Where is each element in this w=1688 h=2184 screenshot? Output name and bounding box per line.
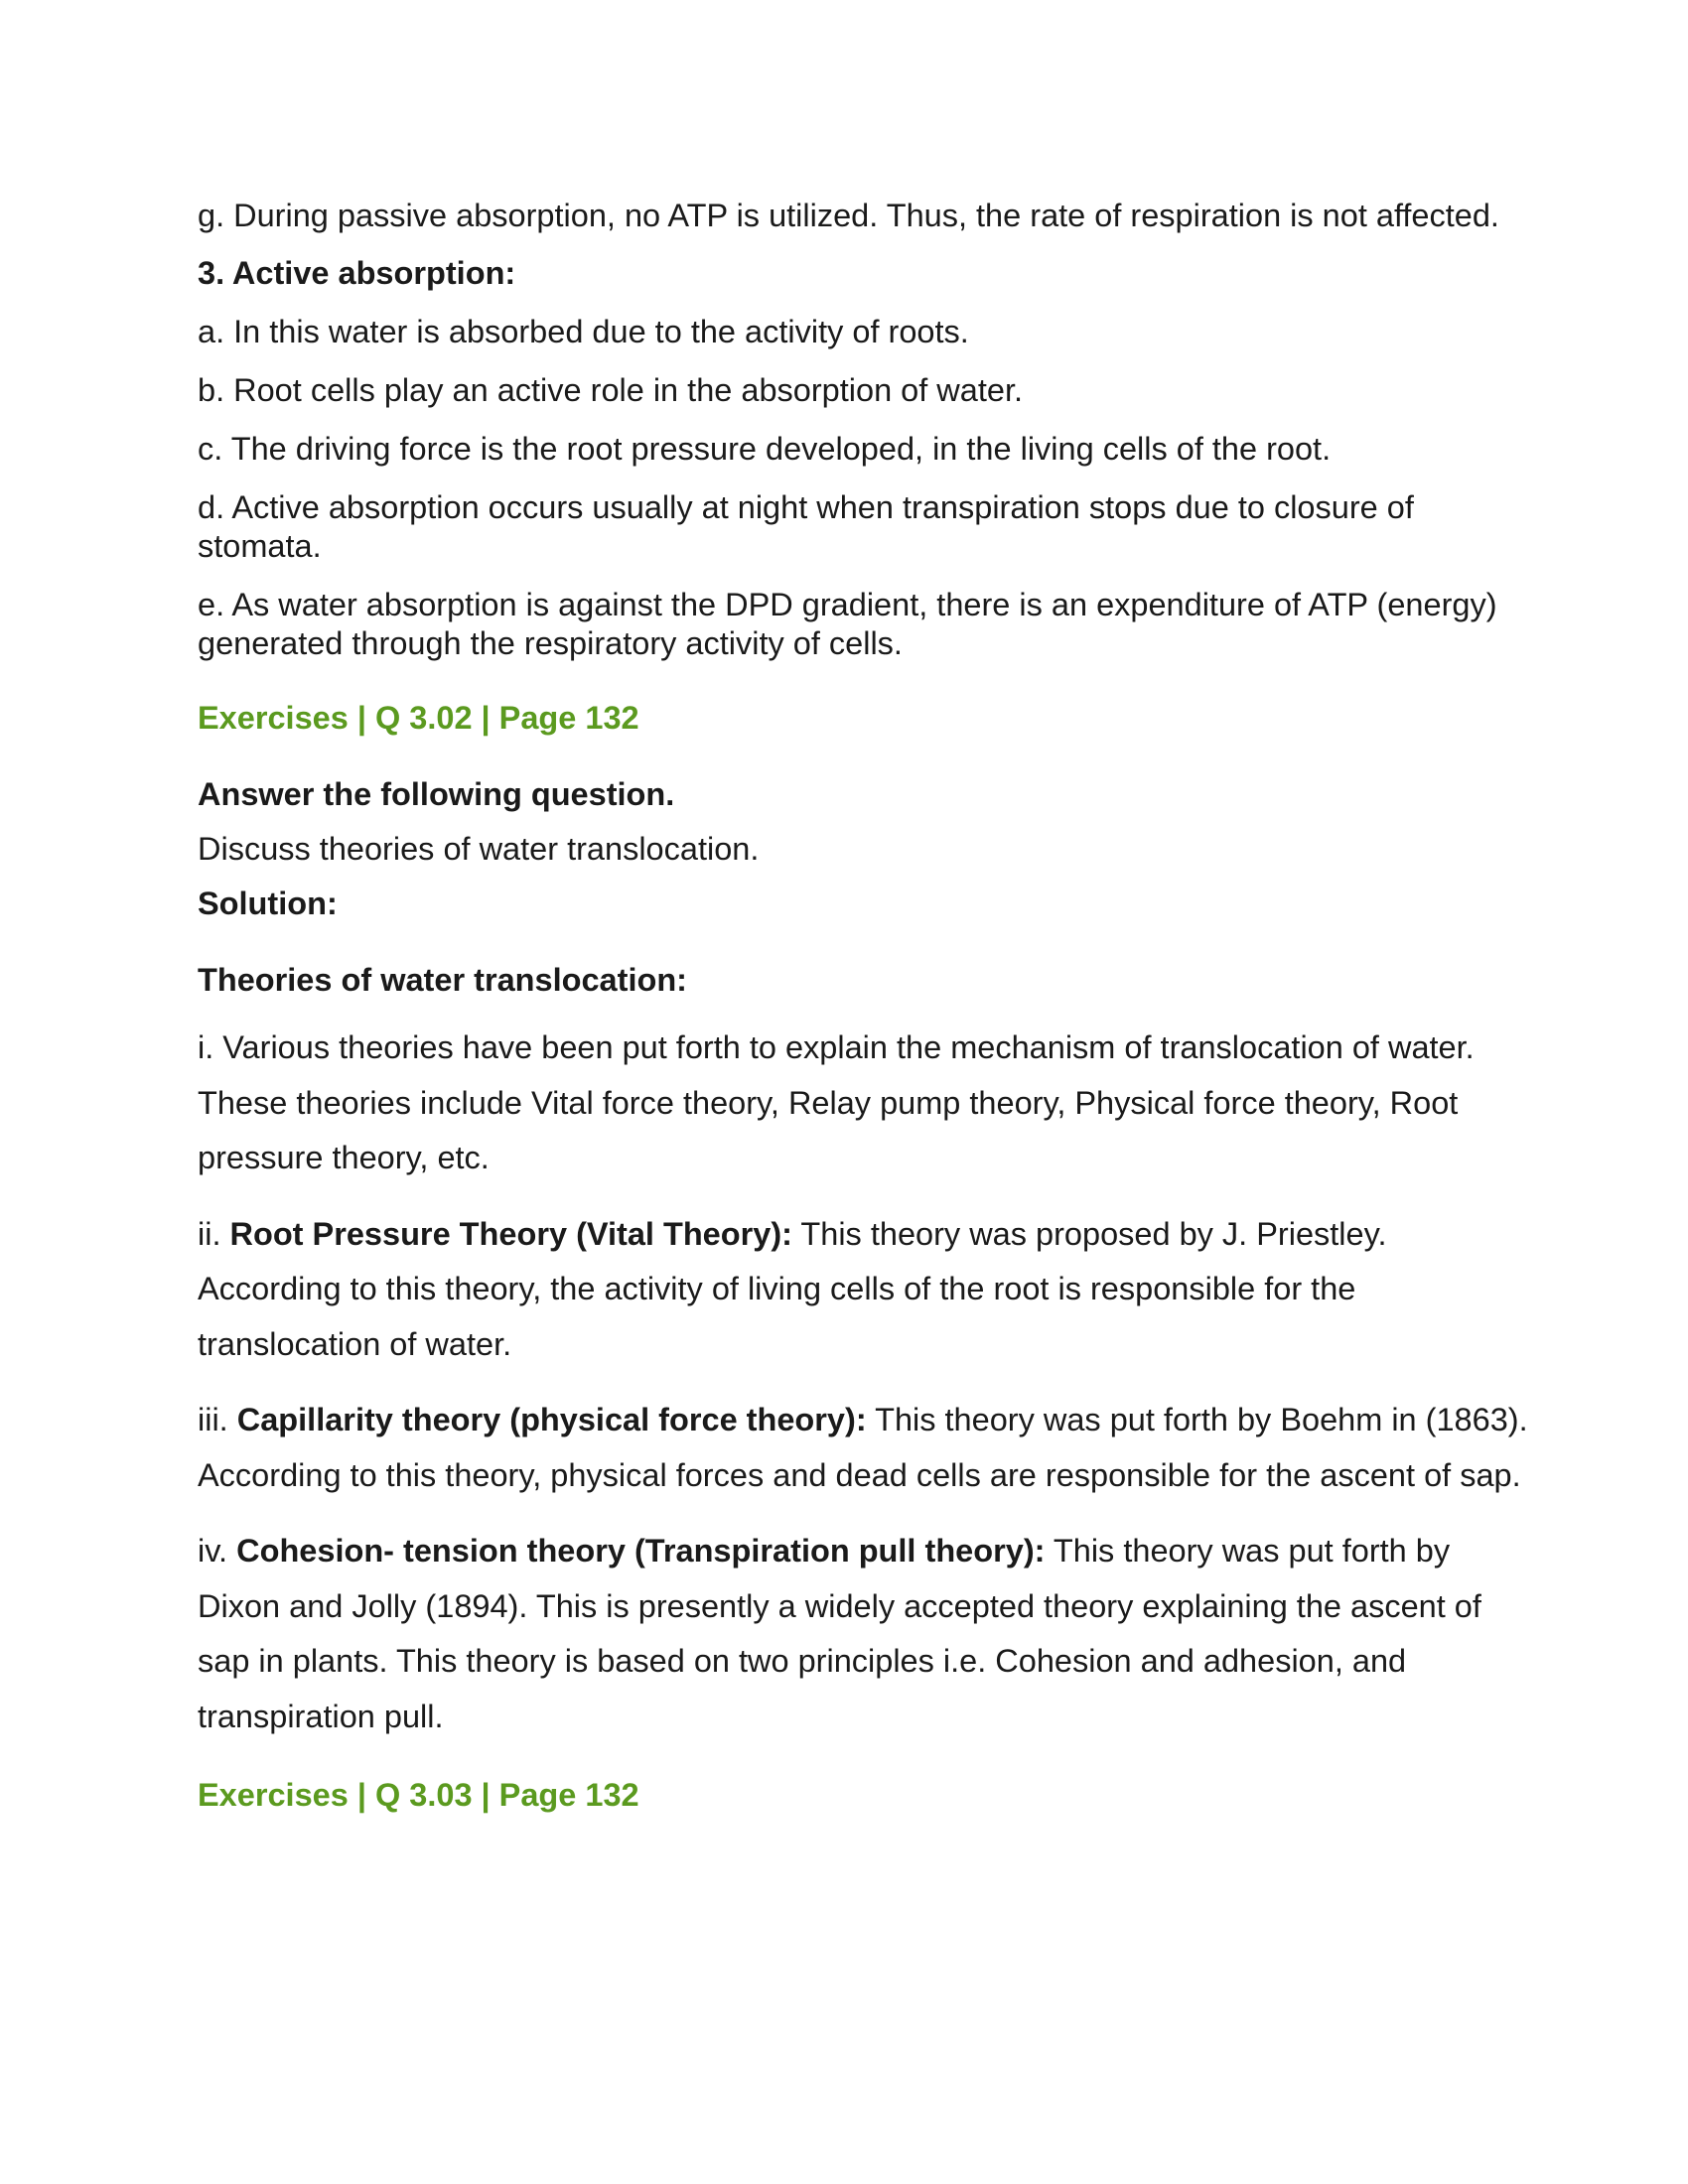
theory-item-iv-text: This theory was put forth by Dixon and Jolly (1894). This is presently a widely accepted theory explaining the ascent of sap in plants. This theory is based on two principles i.e. Cohesion and adhesion, and transpiration pull. [198,1533,1481,1734]
theory-item-i: i. Various theories have been put forth to explain the mechanism of translocation of water. These theories include Vital force theory, Relay pump theory, Physical force theory, Root pressure theory, etc. [198,1029,1475,1175]
solution-label: Solution: [198,886,338,921]
theory-item-iii-prefix: iii. [198,1402,237,1437]
exercise-302-question: Discuss theories of water translocation. [198,831,760,867]
exercise-303-heading: Exercises | Q 3.03 | Page 132 [198,1777,639,1813]
theory-item-iv-prefix: iv. [198,1533,237,1569]
theory-item-iii [198,1393,1528,1503]
theory-item-ii [198,1207,1528,1373]
active-item-a: a. In this water is absorbed due to the activity of roots. [198,314,969,349]
exercise-302-heading: Exercises | Q 3.02 | Page 132 [198,700,639,736]
theory-item-ii-prefix: ii. [198,1215,230,1252]
passive-item-g: g. During passive absorption, no ATP is utilized. Thus, the rate of respiration is not affected. [198,198,1499,233]
active-item-b: b. Root cells play an active role in the absorption of water. [198,372,1024,408]
active-absorption-heading: 3. Active absorption: [198,255,516,291]
theory-item-iv [198,1524,1528,1744]
exercise-302-instruction: Answer the following question. [198,776,675,812]
active-item-e: e. As water absorption is against the DPD gradient, there is an expenditure of ATP (energy) generated through the respiratory activity of cells. [198,587,1497,661]
active-item-c: c. The driving force is the root pressure developed, in the living cells of the root. [198,431,1332,467]
theories-heading: Theories of water translocation: [198,962,688,998]
theory-item-ii-text: This theory was proposed by J. Priestley. According to this theory, the activity of living cells of the root is responsible for the translocation of water. [198,1215,1387,1362]
theory-item-iii-text: This theory was put forth by Boehm in (1863). According to this theory, physical forces and dead cells are responsible for the ascent of sap. [198,1402,1528,1493]
theory-item-iv-term: Cohesion- tension theory (Transpiration pull theory): [236,1533,1046,1569]
theory-item-ii-term: Root Pressure Theory (Vital Theory): [229,1215,792,1252]
active-item-d: d. Active absorption occurs usually at night when transpiration stops due to closure of stomata. [198,489,1414,564]
theory-item-iii-term: Capillarity theory (physical force theory): [236,1402,867,1437]
document-page [198,197,1528,1815]
